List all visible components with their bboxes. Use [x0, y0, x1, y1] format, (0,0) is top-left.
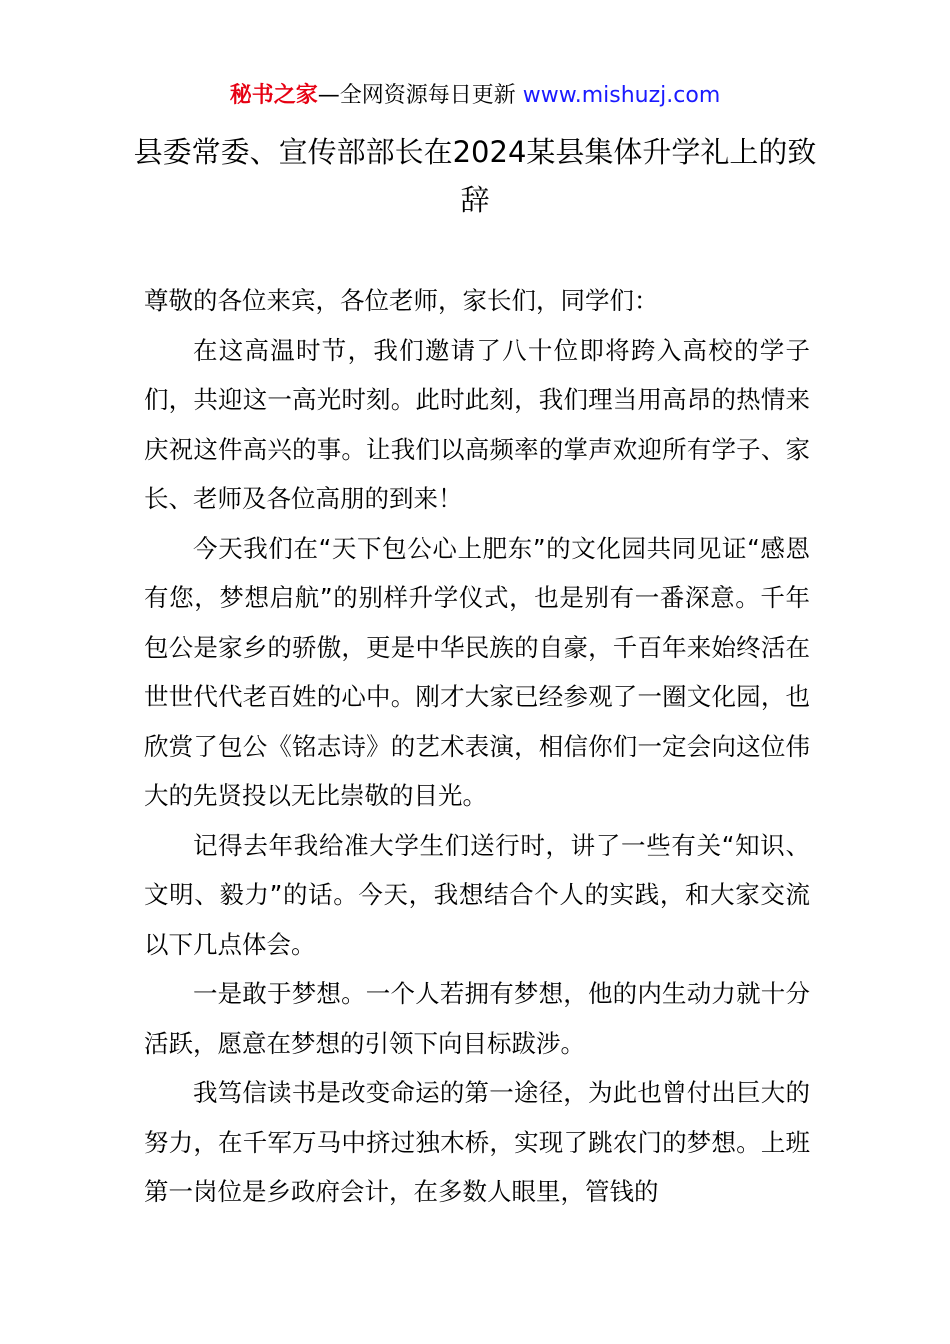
header-tagline: —全网资源每日更新 [317, 83, 523, 108]
paragraph: 一是敢于梦想。一个人若拥有梦想，他的内生动力就十分活跃，愿意在梦想的引领下向目标跋涉。 [144, 979, 810, 1058]
paragraph: 我笃信读书是改变命运的第一途径，为此也曾付出巨大的努力，在千军万马中挤过独木桥，实现了跳农门的梦想。上班第一岗位是乡政府会计，在多数人眼里，管钱的 [144, 1078, 810, 1206]
document-title: 县委常委、宣传部部长在2024某县集体升学礼上的致辞 [133, 135, 817, 217]
paragraph: 今天我们在“天下包公心上肥东”的文化园共同见证“感恩有您，梦想启航”的别样升学仪式，也是别有一番深意。千年包公是家乡的骄傲，更是中华民族的自豪，千百年来始终活在世世代代老百姓的心中。刚才大家已经参观了一圈文化园，也欣赏了包公《铭志诗》的艺术表演，相信你们一定会向这位伟大的先贤投以无比崇敬的目光。 [144, 533, 810, 810]
document-body [144, 276, 810, 1217]
site-header [0, 80, 950, 112]
paragraph: 记得去年我给准大学生们送行时，讲了一些有关“知识、文明、毅力”的话。今天，我想结合个人的实践，和大家交流以下几点体会。 [144, 830, 810, 959]
salutation: 尊敬的各位来宾，各位老师，家长们，同学们： [144, 286, 659, 315]
brand-name: 秘书之家 [229, 83, 318, 108]
paragraph: 在这高温时节，我们邀请了八十位即将跨入高校的学子们，共迎这一高光时刻。此时此刻，我们理当用高昂的热情来庆祝这件高兴的事。让我们以高频率的掌声欢迎所有学子、家长、老师及各位高朋的到来！ [144, 335, 810, 513]
site-url[interactable]: www.mishuzj.com [522, 83, 721, 108]
